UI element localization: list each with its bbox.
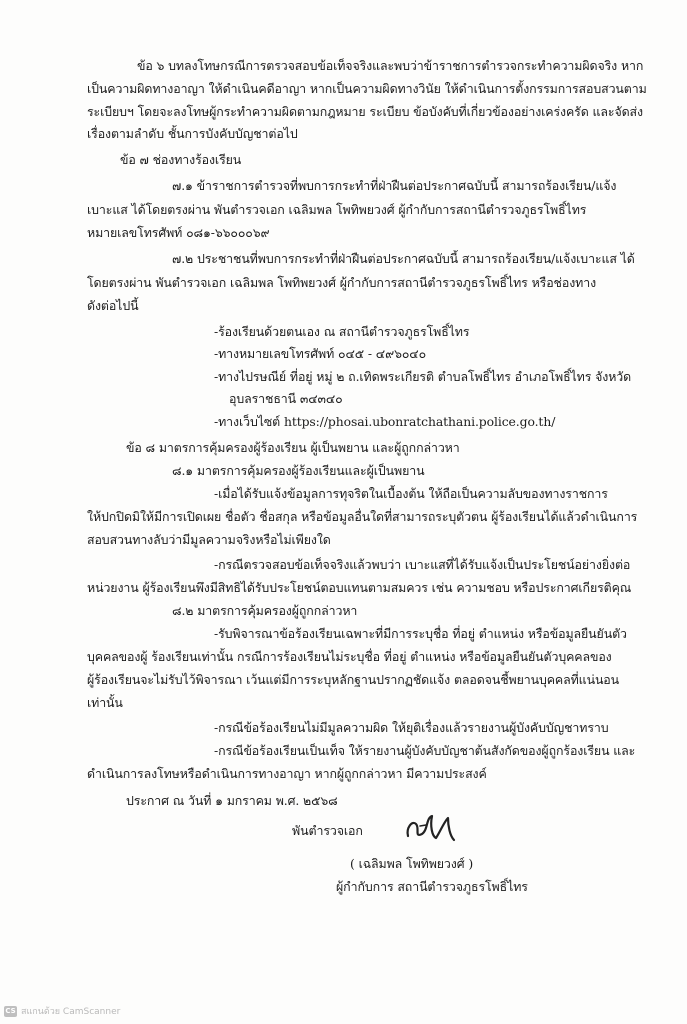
text-line: -ทางเว็บไซต์ https://phosai.ubonratchathani.police.go.th/ <box>214 414 556 429</box>
text-line: ดังต่อไปนี้ <box>87 298 139 313</box>
text-line: ผู้กำกับการ สถานีตำรวจภูธรโพธิ์ไทร <box>336 879 528 894</box>
text-line: ดำเนินการลงโทษหรือดำเนินการทางอาญา หากผู้ถูกกล่าวหา มีความประสงค์ <box>87 766 487 781</box>
text-line: ( เฉลิมพล โพทิพยวงศ์ ) <box>350 856 474 871</box>
text-line: -เมื่อได้รับแจ้งข้อมูลการทุจริตในเบื้องต้น ให้ถือเป็นความลับของทางราชการ <box>214 486 608 501</box>
text-line: ระเบียบฯ โดยจะลงโทษผู้กระทำความผิดตามกฎหมาย ระเบียบ ข้อบังคับที่เกี่ยวข้องอย่างเคร่งครัด และจัดส่ง <box>87 104 643 119</box>
text-line: ให้ปกปิดมิให้มีการเปิดเผย ชื่อตัว ชื่อสกุล หรือข้อมูลอื่นใดที่สามารถระบุตัวตน ผู้ร้องเรียนได้แล้วดำเนินการ <box>87 509 638 524</box>
text-line: ข้อ ๖ บทลงโทษกรณีการตรวจสอบข้อเท็จจริงและพบว่าข้าราชการตำรวจกระทำความผิดจริง หาก <box>137 58 644 73</box>
text-line: สอบสวนทางลับว่ามีมูลความจริงหรือไม่เพียงใด <box>87 532 331 547</box>
camscanner-watermark <box>4 1004 120 1018</box>
text-line: -ร้องเรียนด้วยตนเอง ณ สถานีตำรวจภูธรโพธิ์ไทร <box>214 324 470 339</box>
text-line: หน่วยงาน ผู้ร้องเรียนพึงมีสิทธิได้รับประโยชน์ตอบแทนตามสมควร เช่น ความชอบ หรือประกาศเกียรติคุณ <box>87 580 632 595</box>
text-line: -กรณีตรวจสอบข้อเท็จจริงแล้วพบว่า เบาะแสที่ได้รับแจ้งเป็นประโยชน์อย่างยิ่งต่อ <box>214 557 631 572</box>
text-line: -ทางหมายเลขโทรศัพท์ ๐๔๕ - ๔๙๖๐๔๐ <box>214 346 427 361</box>
text-line: -กรณีข้อร้องเรียนไม่มีมูลความผิด ให้ยุติเรื่องแล้วรายงานผู้บังคับบัญชาทราบ <box>214 720 609 735</box>
text-line: เรื่องตามลำดับ ชั้นการบังคับบัญชาต่อไป <box>87 126 298 141</box>
text-line: เป็นความผิดทางอาญา ให้ดำเนินคดีอาญา หากเป็นความผิดทางวินัย ให้ดำเนินการตั้งกรรมการสอบสวนตาม <box>87 81 647 96</box>
text-line: -รับพิจารณาข้อร้องเรียนเฉพาะที่มีการระบุชื่อ ที่อยู่ ตำแหน่ง หรือข้อมูลยืนยันตัว <box>214 626 627 641</box>
text-line: -ทางไปรษณีย์ ที่อยู่ หมู่ ๒ ถ.เทิดพระเกียรติ ตำบลโพธิ์ไทร อำเภอโพธิ์ไทร จังหวัด <box>214 369 632 384</box>
text-line: หมายเลขโทรศัพท์ ๐๘๑-๖๖๐๐๐๖๙ <box>87 225 270 240</box>
text-line: ๘.๑ มาตรการคุ้มครองผู้ร้องเรียนและผู้เป็นพยาน <box>172 463 425 478</box>
text-line: ๗.๒ ประชาชนที่พบการกระทำที่ฝ่าฝืนต่อประกาศฉบับนี้ สามารถร้องเรียน/แจ้งเบาะแส ได้ <box>172 251 635 266</box>
text-line: ๗.๑ ข้าราชการตำรวจที่พบการกระทำที่ฝ่าฝืนต่อประกาศฉบับนี้ สามารถร้องเรียน/แจ้ง <box>172 178 617 193</box>
text-line: -กรณีข้อร้องเรียนเป็นเท็จ ให้รายงานผู้บังคับบัญชาต้นสังกัดของผู้ถูกร้องเรียน และ <box>214 743 636 758</box>
text-line: ประกาศ ณ วันที่ ๑ มกราคม พ.ศ. ๒๕๖๘ <box>126 793 338 808</box>
camscanner-logo-icon: CS <box>5 1006 16 1015</box>
text-line: อุบลราชธานี ๓๔๓๔๐ <box>229 391 343 406</box>
text-line: โดยตรงผ่าน พันตำรวจเอก เฉลิมพล โพทิพยวงศ์ ผู้กำกับการสถานีตำรวจภูธรโพธิ์ไทร หรือช่องทาง <box>87 275 597 290</box>
text-line: ข้อ ๘ มาตรการคุ้มครองผู้ร้องเรียน ผู้เป็นพยาน และผู้ถูกกล่าวหา <box>126 440 460 455</box>
text-line: ข้อ ๗ ช่องทางร้องเรียน <box>120 152 242 167</box>
text-line: ๘.๒ มาตรการคุ้มครองผู้ถูกกล่าวหา <box>172 603 358 618</box>
text-line: ผู้ร้องเรียนจะไม่รับไว้พิจารณา เว้นแต่มีการระบุหลักฐานปรากฏชัดแจ้ง ตลอดจนชี้พยานบุคคลที่แน่นอน <box>87 672 620 687</box>
text-line: บุคคลของผู้ ร้องเรียนเท่านั้น กรณีการร้องเรียนไม่ระบุชื่อ ที่อยู่ ตำแหน่ง หรือข้อมูลยืนยันตัวบุคคลของ <box>87 649 612 664</box>
watermark-text: สแกนด้วย CamScanner <box>21 1007 121 1017</box>
signature <box>402 812 462 846</box>
text-line: พันตำรวจเอก <box>292 823 363 838</box>
text-line: เท่านั้น <box>87 695 123 710</box>
text-line: เบาะแส ได้โดยตรงผ่าน พันตำรวจเอก เฉลิมพล โพทิพยวงศ์ ผู้กำกับการสถานีตำรวจภูธรโพธิ์ไทร <box>87 202 587 217</box>
